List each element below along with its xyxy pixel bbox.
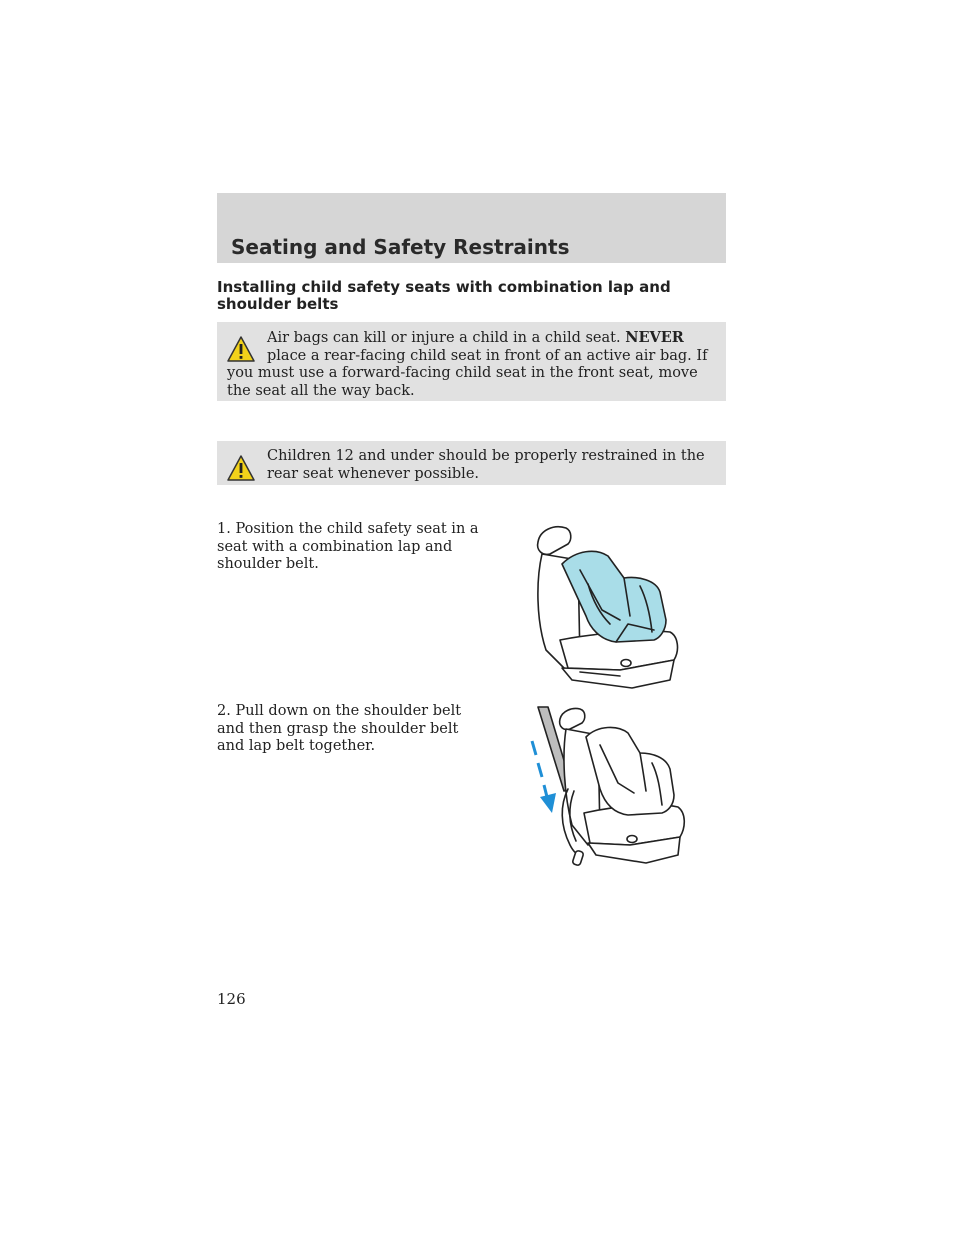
step-2-text: 2. Pull down on the shoulder belt and then grasp the shoulder belt and lap belt together. bbox=[217, 703, 462, 754]
warning-text: Children 12 and under should be properly restrained in the rear seat whenever possible. bbox=[267, 448, 705, 482]
warning-triangle-icon bbox=[227, 335, 255, 363]
page-number: 126 bbox=[217, 990, 246, 1008]
warning-emphasis: NEVER bbox=[625, 329, 684, 346]
warning-triangle-icon bbox=[227, 454, 255, 482]
warning-box-airbag bbox=[217, 322, 726, 401]
warning-text bbox=[227, 330, 708, 399]
step-1-text: 1. Position the child safety seat in a seat with a combination lap and shoulder belt. bbox=[217, 521, 479, 572]
section-heading: Installing child safety seats with combination lap and shoulder belts bbox=[217, 278, 671, 313]
shoulder-belt-illustration bbox=[530, 705, 690, 873]
header-band bbox=[217, 193, 726, 263]
child-seat-illustration bbox=[520, 520, 685, 692]
warning-text-part: Air bags can kill or injure a child in a child seat. bbox=[267, 330, 626, 346]
warning-text-part: place a rear-facing child seat in front of an active air bag. If you must use a forward-facing child seat in the front seat, move the seat all the way back. bbox=[227, 347, 708, 399]
page-title: Seating and Safety Restraints bbox=[231, 235, 570, 259]
warning-box-children bbox=[217, 441, 726, 485]
